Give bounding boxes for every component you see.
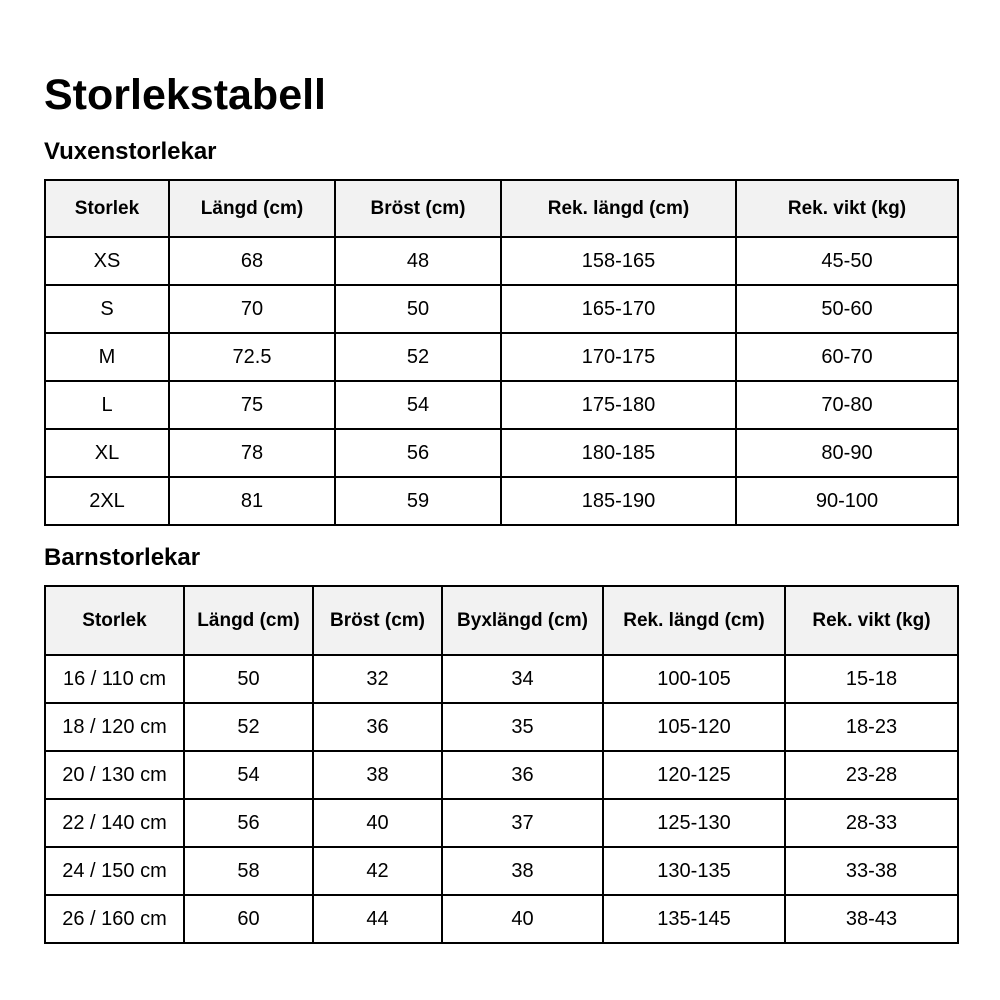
table-cell: 23-28 [785,751,958,799]
table-cell: 38 [313,751,442,799]
column-header: Rek. längd (cm) [501,180,736,237]
table-cell: 105-120 [603,703,785,751]
adult-sizes-heading: Vuxenstorlekar [44,138,217,165]
column-header: Längd (cm) [169,180,335,237]
table-cell: 44 [313,895,442,943]
column-header: Bröst (cm) [335,180,501,237]
table-cell: 48 [335,237,501,285]
table-cell: L [45,381,169,429]
table-cell: 50 [184,655,313,703]
table-cell: 33-38 [785,847,958,895]
table-cell: 2XL [45,477,169,525]
table-row [45,655,958,703]
table-cell: 38 [442,847,603,895]
column-header: Rek. vikt (kg) [785,586,958,655]
table-cell: XS [45,237,169,285]
table-cell: 34 [442,655,603,703]
table-cell: 54 [335,381,501,429]
table-cell: 35 [442,703,603,751]
column-header: Bröst (cm) [313,586,442,655]
table-cell: 20 / 130 cm [45,751,184,799]
table-cell: 42 [313,847,442,895]
table-cell: 28-33 [785,799,958,847]
table-cell: 50 [335,285,501,333]
table-cell: XL [45,429,169,477]
table-cell: 60 [184,895,313,943]
table-cell: 16 / 110 cm [45,655,184,703]
table-cell: 52 [335,333,501,381]
column-header: Rek. längd (cm) [603,586,785,655]
table-cell: 72.5 [169,333,335,381]
table-cell: 37 [442,799,603,847]
table-cell: 36 [442,751,603,799]
table-cell: 36 [313,703,442,751]
table-cell: 15-18 [785,655,958,703]
column-header: Storlek [45,586,184,655]
table-row [45,477,958,525]
table-cell: 75 [169,381,335,429]
table-cell: S [45,285,169,333]
table-cell: 120-125 [603,751,785,799]
table-cell: 40 [442,895,603,943]
column-header: Längd (cm) [184,586,313,655]
table-cell: 170-175 [501,333,736,381]
table-cell: 185-190 [501,477,736,525]
table-cell: 81 [169,477,335,525]
table-cell: 60-70 [736,333,958,381]
table-cell: 40 [313,799,442,847]
table-row [45,237,958,285]
page-title: Storlekstabell [44,71,326,119]
table-cell: 68 [169,237,335,285]
table-header-row [45,180,958,237]
table-cell: 18 / 120 cm [45,703,184,751]
table-cell: 52 [184,703,313,751]
table-row [45,799,958,847]
table-row [45,895,958,943]
table-row [45,333,958,381]
table-cell: 24 / 150 cm [45,847,184,895]
table-cell: 78 [169,429,335,477]
adult-size-table [44,179,959,526]
table-cell: 100-105 [603,655,785,703]
table-cell: 56 [335,429,501,477]
table-cell: 165-170 [501,285,736,333]
table-cell: 18-23 [785,703,958,751]
kids-size-table [44,585,959,944]
table-cell: 32 [313,655,442,703]
table-cell: 80-90 [736,429,958,477]
table-row [45,381,958,429]
column-header: Byxlängd (cm) [442,586,603,655]
table-cell: 70 [169,285,335,333]
table-header-row [45,586,958,655]
table-cell: 54 [184,751,313,799]
table-row [45,285,958,333]
table-cell: 22 / 140 cm [45,799,184,847]
table-cell: 90-100 [736,477,958,525]
column-header: Storlek [45,180,169,237]
table-cell: 56 [184,799,313,847]
table-cell: 158-165 [501,237,736,285]
table-row [45,751,958,799]
table-cell: 125-130 [603,799,785,847]
table-cell: 50-60 [736,285,958,333]
table-row [45,847,958,895]
kids-sizes-heading: Barnstorlekar [44,544,201,571]
table-cell: 135-145 [603,895,785,943]
column-header: Rek. vikt (kg) [736,180,958,237]
table-row [45,429,958,477]
table-cell: 26 / 160 cm [45,895,184,943]
table-cell: 180-185 [501,429,736,477]
table-cell: M [45,333,169,381]
table-cell: 130-135 [603,847,785,895]
table-cell: 59 [335,477,501,525]
table-row [45,703,958,751]
table-cell: 45-50 [736,237,958,285]
table-cell: 70-80 [736,381,958,429]
table-cell: 58 [184,847,313,895]
table-cell: 38-43 [785,895,958,943]
table-cell: 175-180 [501,381,736,429]
